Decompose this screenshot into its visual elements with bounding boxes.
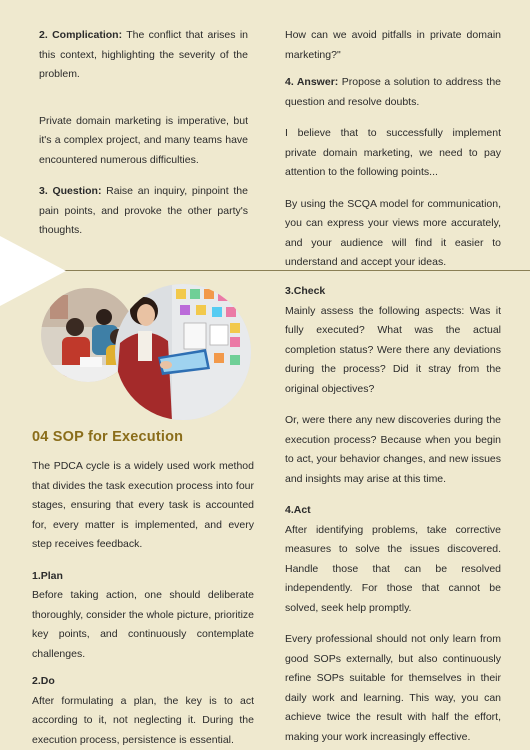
act-paragraph: After identifying problems, take corrective measures to solve the issues discovered. Handle those that can be resolved independently. For those that cannot be solved, seek help promptly. (285, 523, 501, 614)
plan-heading: 1.Plan (32, 569, 63, 582)
complication-text: The conflict that arises in this context, highlighting the severity of the problem. (39, 29, 248, 80)
scqa-paragraph: By using the SCQA model for communication, you can express your views more accurately, and your audience will find it easier to understand and accept your ideas. (285, 197, 501, 268)
question-paragraph (39, 182, 248, 241)
believe-paragraph: I believe that to successfully implement private domain marketing, we need to pay attention to the following points... (285, 127, 501, 178)
pdca-intro-paragraph: The PDCA cycle is a widely used work method that divides the task execution process into four stages, ensuring that every task is accounted for, every matter is implemented, and every step receives feedback. (32, 460, 254, 550)
plan-paragraph: Before taking action, one should deliberate thoroughly, consider the whole picture, prioritize key points, and continuously contemplate challenges. (32, 589, 254, 660)
answer-label: 4. Answer: (285, 76, 339, 88)
sop-section-title: 04 SOP for Execution (32, 429, 184, 445)
question-text: Raise an inquiry, pinpoint the pain points, and provoke the other party's thoughts. (39, 185, 248, 236)
discoveries-paragraph: Or, were there any new discoveries during the execution process? Because when you begin to act, your behavior changes, and new issues and insights may arise at this time. (285, 414, 501, 485)
left-top-column (39, 26, 248, 241)
right-top-column (285, 26, 501, 273)
presenter-illustration (114, 283, 252, 421)
private-domain-paragraph: Private domain marketing is imperative, but it's a complex project, and many teams have encountered numerous difficulties. (39, 114, 248, 166)
check-paragraph: Mainly assess the following aspects: Was it fully executed? What was the actual completion status? Were there any deviations during the process? Did it stray from the original objectives? (285, 304, 501, 395)
do-heading: 2.Do (32, 675, 55, 687)
right-bottom-column (285, 282, 501, 747)
question-label: 3. Question: (39, 185, 102, 197)
complication-label: 2. Complication: (39, 29, 123, 41)
pitfalls-paragraph: How can we avoid pitfalls in private domain marketing?" (285, 29, 501, 61)
answer-paragraph (285, 73, 501, 112)
professional-paragraph: Every professional should not only learn from good SOPs externally, but also continuously refine SOPs suitable for themselves in their daily work and learning. This way, you can achieve twice the result with half the effort, making your work increasingly effective. (285, 633, 501, 743)
section-divider (60, 270, 530, 271)
complication-paragraph (39, 26, 248, 85)
check-heading: 3.Check (285, 285, 326, 297)
left-bottom-column (32, 457, 254, 750)
act-heading: 4.Act (285, 504, 311, 516)
presenter-with-tablet-photo (114, 283, 252, 421)
answer-text: Propose a solution to address the question and resolve doubts. (285, 76, 501, 108)
do-paragraph: After formulating a plan, the key is to act according to it, not neglecting it. During the execution process, persistence is essential. (32, 694, 254, 746)
